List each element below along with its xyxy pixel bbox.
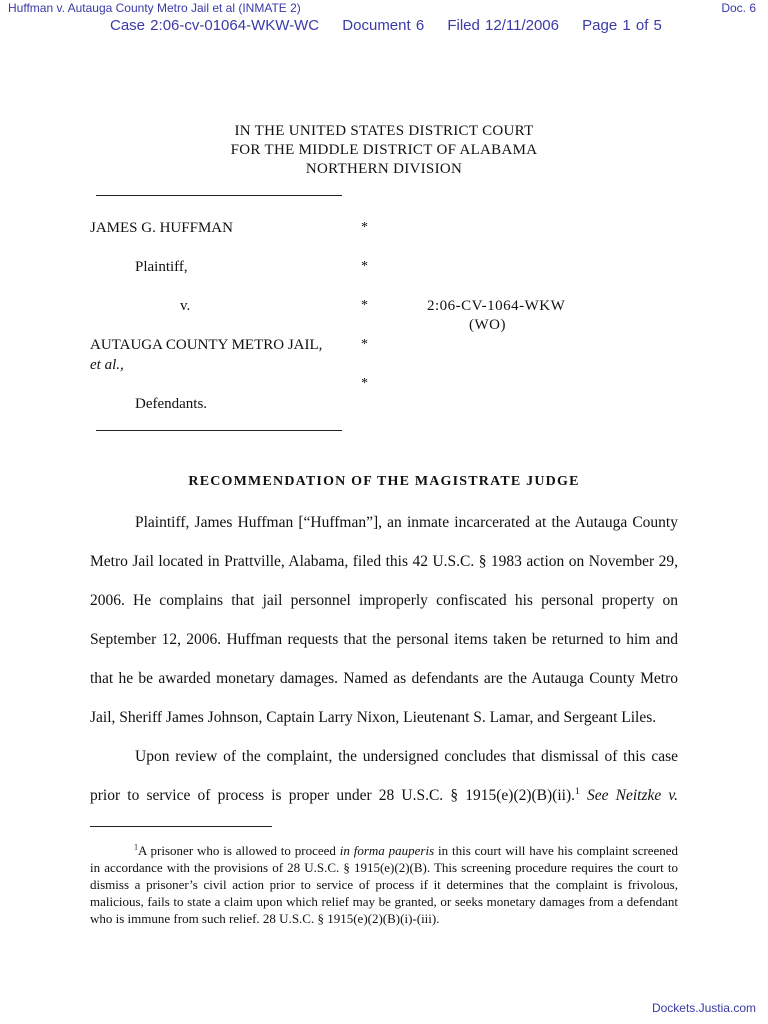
page-indicator: Page 1 of 5: [582, 17, 662, 34]
filed-date: Filed 12/11/2006: [447, 17, 559, 34]
case-info-bar: [110, 17, 662, 34]
caption-star: *: [361, 298, 368, 313]
caption-star: *: [361, 337, 368, 352]
footnote-text-before: A prisoner who is allowed to proceed: [138, 843, 340, 858]
justia-watermark-link[interactable]: Dockets.Justia.com: [651, 1001, 756, 1015]
caption-star: *: [361, 220, 368, 235]
footnote-text-after: in this court will have his complaint screened in accordance with the provisions of 28 U.S.C. § 1915(e)(2)(B). This screening procedure requires the court to dismiss a prisoner’s civil action prior to service of process if it determines that the complaint is frivolous, malicious, fails to state a claim upon which relief may be granted, or seeks monetary damages from a defendant who is immune from such relief. 28 U.S.C. § 1915(e)(2)(B)(i)-(iii).: [90, 843, 679, 926]
plaintiff-role: Plaintiff,: [135, 259, 188, 275]
defendant-role: Defendants.: [135, 396, 208, 412]
paragraph-2-text: Upon review of the complaint, the undersigned concludes that dismissal of this case prior to service of process is proper under 28 U.S.C. § 1915(e)(2)(B)(ii).: [90, 748, 678, 804]
caption-rule-bottom: [96, 430, 342, 431]
paragraph-1: Plaintiff, James Huffman [“Huffman”], an inmate incarcerated at the Autauga County Metro Jail located in Prattville, Alabama, filed this 42 U.S.C. § 1983 action on November 29, 2006. He complains that jail personnel improperly confiscated his personal property on September 12, 2006. Huffman requests that the personal items taken be returned to him and that he be awarded monetary damages. Named as defendants are the Autauga County Metro Jail, Sheriff James Johnson, Captain Larry Nixon, Lieutenant S. Lamar, and Sergeant Liles.: [90, 514, 678, 726]
body-text: [90, 503, 678, 815]
court-name-line1: IN THE UNITED STATES DISTRICT COURT: [234, 123, 534, 139]
citation: See Neitzke v.: [586, 787, 678, 804]
versus: v.: [180, 298, 191, 314]
footnote-italic: in forma pauperis: [339, 843, 435, 858]
court-division: NORTHERN DIVISION: [305, 161, 463, 177]
footnote-ref: 1: [575, 785, 580, 797]
document-number: Document 6: [342, 17, 425, 34]
caption-star: *: [361, 376, 368, 391]
caption-star: *: [361, 259, 368, 274]
defendant-et-al: et al.,: [90, 357, 124, 373]
paragraph-2: [90, 737, 678, 815]
court-name-line2: FOR THE MIDDLE DISTRICT OF ALABAMA: [230, 142, 538, 158]
case-number-suffix: (WO): [469, 317, 506, 333]
footnote-separator: [90, 826, 272, 827]
plaintiff-name: JAMES G. HUFFMAN: [90, 220, 233, 236]
caption-rule-top: [96, 195, 342, 196]
defendant-name: AUTAUGA COUNTY METRO JAIL,: [90, 337, 323, 353]
case-number: Case 2:06-cv-01064-WKW-WC: [110, 17, 320, 34]
footnote: [90, 842, 678, 927]
civil-case-number: 2:06-CV-1064-WKW: [427, 298, 566, 314]
footnote-marker: 1: [134, 842, 139, 852]
document-title: RECOMMENDATION OF THE MAGISTRATE JUDGE: [188, 474, 580, 489]
case-title-header: Huffman v. Autauga County Metro Jail et al (INMATE 2): [8, 1, 301, 15]
doc-number-link[interactable]: Doc. 6: [721, 1, 756, 15]
